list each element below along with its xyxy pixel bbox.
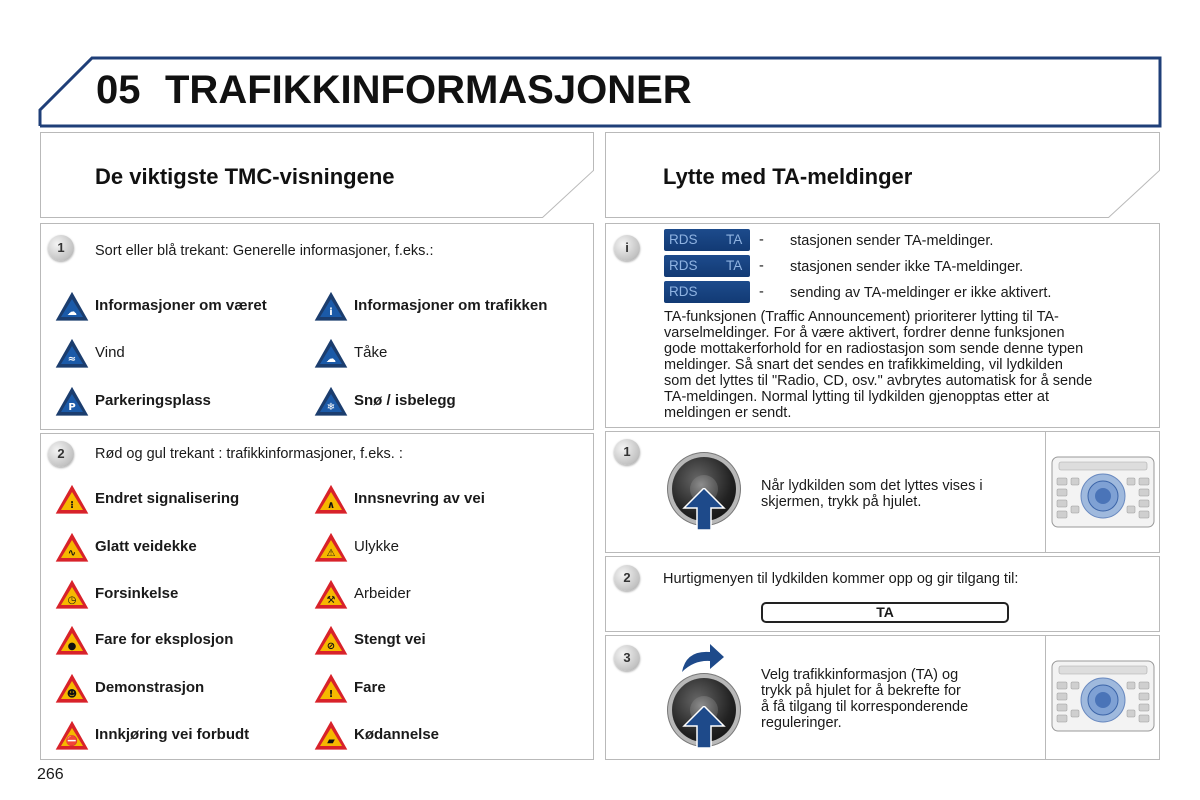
- svg-text:☻: ☻: [66, 689, 78, 700]
- tmc-icon-label: Stengt vei: [354, 631, 426, 648]
- tmc-icon-label: Innkjøring vei forbudt: [95, 726, 250, 743]
- svg-text:∿: ∿: [67, 548, 77, 559]
- svg-text:◷: ◷: [67, 595, 77, 606]
- svg-text:⊘: ⊘: [326, 641, 336, 652]
- svg-text:P: P: [68, 402, 76, 413]
- svg-text:●: ●: [67, 641, 77, 652]
- ta-status-text: stasjonen sender TA-meldinger.: [790, 233, 994, 249]
- svg-text:☁: ☁: [326, 354, 336, 365]
- rds-ta-display: [664, 229, 750, 251]
- tmc-icon-label: Glatt veidekke: [95, 538, 197, 555]
- text-line: trykk på hjulet for å bekrefte for: [761, 683, 961, 699]
- press-arrow-icon: [682, 488, 726, 530]
- page-title: TRAFIKKINFORMASJONER: [165, 68, 692, 112]
- tmc-icon-label: Informasjoner om været: [95, 297, 267, 314]
- rds-indicator: RDS: [669, 284, 698, 299]
- svg-text:i: i: [329, 307, 333, 318]
- demonstration-icon: [54, 672, 90, 704]
- ta-status-text: stasjonen sender ikke TA-meldinger.: [790, 259, 1024, 275]
- tmc-icon-label: Kødannelse: [354, 726, 440, 743]
- rds-indicator: RDS: [669, 232, 698, 247]
- step-number-badge: 3: [614, 645, 640, 671]
- tmc-icon-label: Snø / isbelegg: [354, 392, 456, 409]
- road-closed-icon: [313, 624, 349, 656]
- text-line: skjermen, trykk på hjulet.: [761, 494, 922, 510]
- chapter-number: 05: [96, 68, 141, 112]
- tmc-icon-label: Ulykke: [354, 538, 400, 555]
- road-narrows-icon: [313, 483, 349, 515]
- list-dash: -: [759, 258, 764, 274]
- tmc-icon-label: Fare: [354, 679, 386, 696]
- svg-text:⚒: ⚒: [326, 595, 336, 606]
- step-number-badge: 1: [48, 235, 74, 261]
- step-number-badge: 1: [614, 439, 640, 465]
- slippery-road-icon: [54, 531, 90, 563]
- list-dash: -: [759, 232, 764, 248]
- ta-indicator: TA: [726, 232, 743, 247]
- tmc-icon-label: Demonstrasjon: [95, 679, 205, 696]
- snow-ice-icon: [313, 385, 349, 417]
- ta-indicator: TA: [726, 258, 743, 273]
- tmc-icon-label: Forsinkelse: [95, 585, 179, 602]
- svg-text:▰: ▰: [327, 736, 335, 747]
- svg-text:☁: ☁: [67, 307, 77, 318]
- text-line: TA-meldingen. Normal lytting til lydkilden gjenopptas etter at: [664, 389, 1049, 405]
- text-line: å få tilgang til korresponderende: [761, 699, 969, 715]
- queue-icon: [313, 719, 349, 751]
- step-number-badge: 2: [48, 441, 74, 467]
- explosion-icon: [54, 624, 90, 656]
- svg-text:❄: ❄: [326, 402, 336, 413]
- right-section-title: Lytte med TA-meldinger: [663, 164, 913, 189]
- svg-text:!: !: [328, 689, 334, 700]
- text-line: gode mottakerforhold for en radiostasjon som sende denne typen: [664, 341, 1084, 357]
- weather-info-icon: [54, 290, 90, 322]
- rotate-arrow-icon: [676, 642, 726, 674]
- text-line: Når lydkilden som det lyttes vises i: [761, 478, 983, 494]
- rds-indicator: RDS: [669, 258, 698, 273]
- wind-icon: [54, 337, 90, 369]
- ta-menu-button[interactable]: TA: [761, 602, 1009, 623]
- text-line: meldinger. Så snart det sendes en trafikkimelding, vil lydkilden: [664, 357, 1063, 373]
- text-line: som det lyttes til "Radio, CD, osv." avbrytes automatisk for å sende: [664, 373, 1093, 389]
- group2-intro: Rød og gul trekant : trafikkinformasjoner, f.eks. :: [95, 446, 403, 462]
- tmc-icon-label: Endret signalisering: [95, 490, 240, 507]
- svg-text:⁝: ⁝: [70, 500, 74, 511]
- traffic-light-icon: [54, 483, 90, 515]
- tmc-icon-label: Parkeringsplass: [95, 392, 211, 409]
- text-line: varselmeldinger. For å være aktivert, fordrer denne funksjonen: [664, 325, 1065, 341]
- accident-icon: [313, 531, 349, 563]
- step-number-badge: 2: [614, 565, 640, 591]
- traffic-info-icon: [313, 290, 349, 322]
- list-dash: -: [759, 284, 764, 300]
- left-section-title: De viktigste TMC-visningene: [95, 164, 395, 189]
- svg-text:⛔: ⛔: [65, 736, 79, 747]
- rds-ta-display: [664, 281, 750, 303]
- tmc-icon-label: Innsnevring av vei: [354, 490, 485, 507]
- text-line: meldingen er sendt.: [664, 405, 792, 421]
- rds-ta-display: [664, 255, 750, 277]
- ta-status-text: sending av TA-meldinger er ikke aktivert.: [790, 285, 1052, 301]
- delay-clock-icon: [54, 578, 90, 610]
- danger-icon: [313, 672, 349, 704]
- press-arrow-icon: [682, 706, 726, 748]
- parking-icon: [54, 385, 90, 417]
- info-badge: i: [614, 235, 640, 261]
- tmc-icon-label: Tåke: [354, 344, 388, 361]
- no-entry-icon: [54, 719, 90, 751]
- svg-text:⚠: ⚠: [326, 548, 336, 559]
- text-line: Velg trafikkinformasjon (TA) og: [761, 667, 959, 683]
- svg-text:∧: ∧: [326, 500, 336, 511]
- group1-intro: Sort eller blå trekant: Generelle informasjoner, f.eks.:: [95, 243, 434, 259]
- text-line: reguleringer.: [761, 715, 842, 731]
- svg-text:≈: ≈: [67, 354, 77, 365]
- fog-icon: [313, 337, 349, 369]
- tmc-icon-label: Arbeider: [354, 585, 411, 602]
- tmc-icon-label: Vind: [95, 344, 125, 361]
- roadworks-icon: [313, 578, 349, 610]
- tmc-icon-label: Informasjoner om trafikken: [354, 297, 548, 314]
- step2-text: Hurtigmenyen til lydkilden kommer opp og gir tilgang til:: [663, 571, 1019, 587]
- tmc-icon-label: Fare for eksplosjon: [95, 631, 234, 648]
- page-number: 266: [37, 766, 64, 783]
- text-line: TA-funksjonen (Traffic Announcement) prioriterer lytting til TA-: [664, 309, 1059, 325]
